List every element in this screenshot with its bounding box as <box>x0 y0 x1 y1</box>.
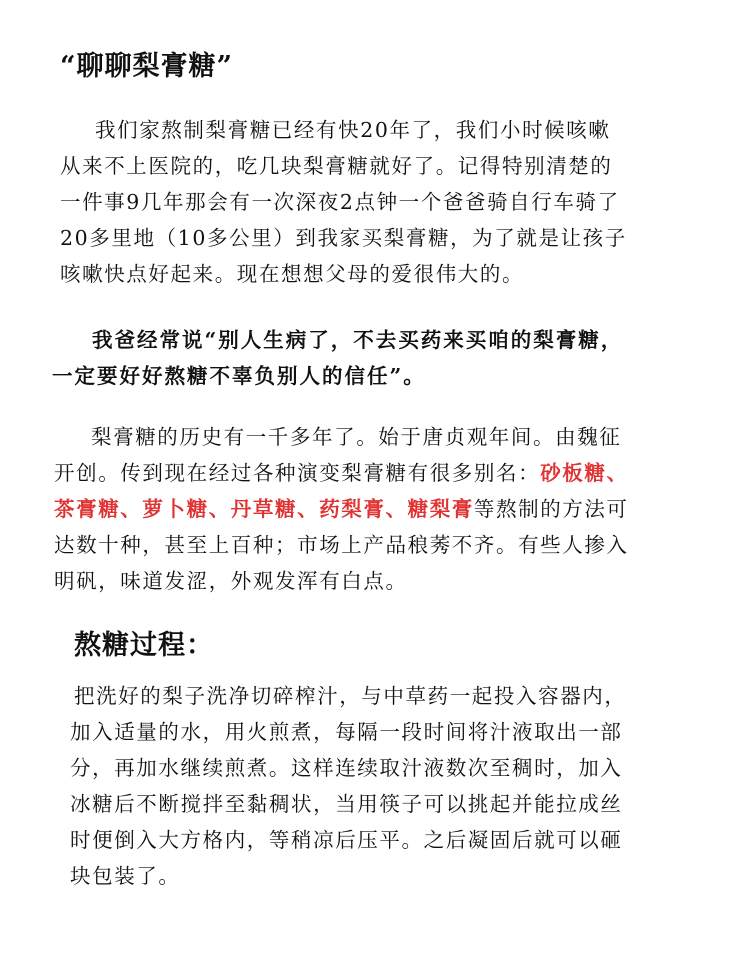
intro-line: 从来不上医院的，吃几块梨膏糖就好了。记得特别清楚的 <box>60 154 613 178</box>
intro-paragraph <box>60 112 627 292</box>
history-paragraph <box>54 419 629 599</box>
quote-line: 一定要好好熬糖不辜负别人的信任”。 <box>52 364 426 388</box>
process-line: 冰糖后不断搅拌至黏稠状，当用筷子可以挑起并能拉成丝 <box>70 792 623 816</box>
history-text: 等熬制的方法可 <box>473 497 629 521</box>
quote-paragraph <box>52 322 623 394</box>
quote-line: 我爸经常说“别人生病了，不去买药来买咱的梨膏糖， <box>92 328 624 352</box>
process-line: 块包装了。 <box>70 864 181 888</box>
history-line: 明矾，味道发涩，外观发浑有白点。 <box>54 569 408 593</box>
intro-line: 我们家熬制梨膏糖已经有快20年了，我们小时候咳嗽 <box>95 118 611 142</box>
alias-highlight: 砂板糖、 <box>540 461 629 485</box>
history-line <box>54 455 629 491</box>
history-line: 达数十种，甚至上百种；市场上产品稂莠不齐。有些人掺入 <box>54 533 629 557</box>
process-line: 时便倒入大方格内，等稍凉后压平。之后凝固后就可以砸 <box>70 828 623 852</box>
process-line: 加入适量的水，用火煎煮，每隔一段时间将汁液取出一部 <box>70 720 623 744</box>
intro-line: 一件事9几年那会有一次深夜2点钟一个爸爸骑自行车骑了 <box>60 190 620 214</box>
alias-highlight: 茶膏糖、萝卜糖、丹草糖、药梨膏、糖梨膏 <box>54 497 474 521</box>
history-line: 梨膏糖的历史有一千多年了。始于唐贞观年间。由魏征 <box>91 425 622 449</box>
history-line <box>54 491 629 527</box>
process-line: 分，再加水继续煎煮。这样连续取汁液数次至稠时，加入 <box>70 756 623 780</box>
history-text: 开创。传到现在经过各种演变梨膏糖有很多别名： <box>54 461 541 485</box>
article-title: “聊聊梨膏糖” <box>60 51 234 82</box>
process-paragraph <box>70 678 627 894</box>
process-line: 把洗好的梨子洗净切碎榨汁，与中草药一起投入容器内， <box>74 684 627 708</box>
intro-line: 咳嗽快点好起来。现在想想父母的爱很伟大的。 <box>60 262 525 286</box>
intro-line: 20多里地（10多公里）到我家买梨膏糖，为了就是让孩子 <box>60 226 627 250</box>
process-heading: 熬糖过程： <box>74 630 214 661</box>
